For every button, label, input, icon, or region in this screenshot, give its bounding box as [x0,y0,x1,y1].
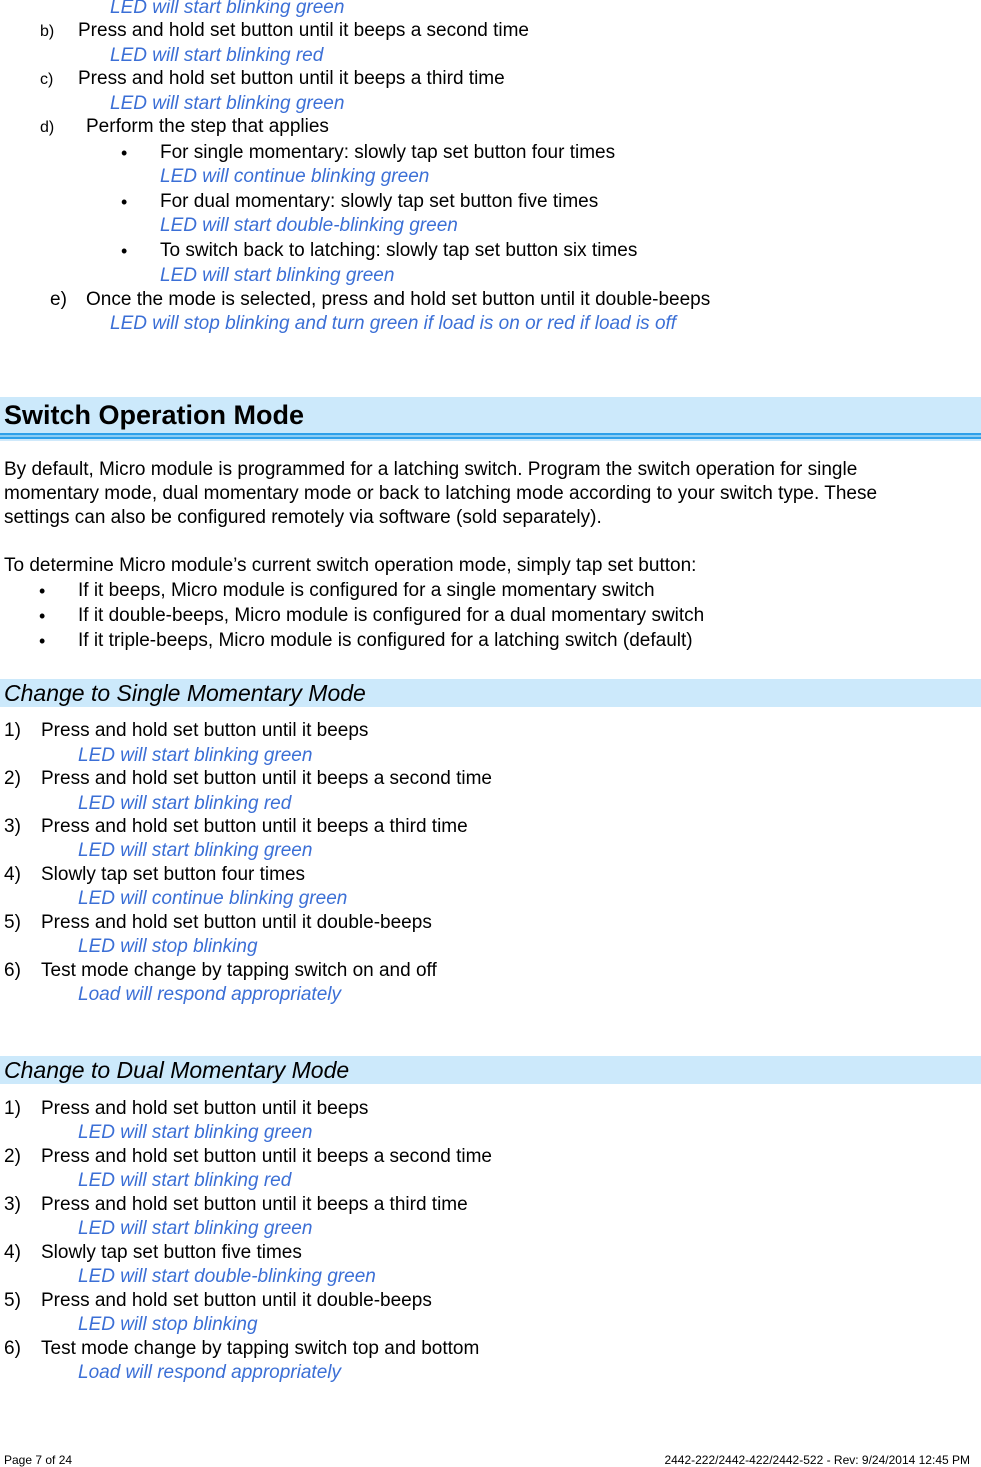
step-text: Slowly tap set button four times [41,864,306,885]
step-text: Press and hold set button until it double-beeps [41,1290,432,1311]
d-bullet-note: LED will continue blinking green [160,166,430,187]
mode-bullet: If it triple-beeps, Micro module is configured for a latching switch (default) [78,630,693,651]
d-bullet-note: LED will start double-blinking green [160,215,458,236]
step-number: 6) [4,1338,21,1359]
step-note: LED will continue blinking green [78,888,348,909]
step-text: Press and hold set button until it double-beeps [41,912,432,933]
step-number: 4) [4,1242,21,1263]
step-c-marker: c) [40,71,54,88]
bullet-icon: • [121,192,128,212]
bullet-icon: • [39,631,46,651]
step-note: LED will start blinking green [78,745,313,766]
bullet-icon: • [121,241,128,261]
step-number: 5) [4,1290,21,1311]
step-e-note: LED will stop blinking and turn green if load is on or red if load is off [110,313,677,334]
intro-line: By default, Micro module is programmed for a latching switch. Program the switch operation for single [4,459,858,480]
step-note: Load will respond appropriately [78,1362,341,1383]
step-e-marker: e) [50,289,67,310]
intro-line: momentary mode, dual momentary mode or back to latching mode according to your switch type. These [4,483,878,504]
intro-line: settings can also be configured remotely via software (sold separately). [4,507,602,528]
step-number: 4) [4,864,21,885]
step-text: Press and hold set button until it beeps a third time [41,1194,468,1215]
d-bullet-text: For single momentary: slowly tap set button four times [160,142,616,163]
step-note: LED will start blinking green [78,1122,313,1143]
step-text: Test mode change by tapping switch on and off [41,960,437,981]
step-b-marker: b) [40,23,55,40]
d-bullet-text: To switch back to latching: slowly tap set button six times [160,240,638,261]
step-c-note: LED will start blinking green [110,93,345,114]
document-revision: 2442-222/2442-422/2442-522 - Rev: 9/24/2014 12:45 PM [664,1453,970,1467]
step-text: Press and hold set button until it beeps a third time [41,816,468,837]
step-note: LED will start blinking green [78,840,313,861]
step-note: LED will start blinking red [78,1170,292,1191]
step-text: Slowly tap set button five times [41,1242,302,1263]
section-title: Switch Operation Mode [4,400,305,430]
step-text: Press and hold set button until it beeps a second time [41,768,492,789]
step-text: Press and hold set button until it beeps [41,720,369,741]
step-d-marker: d) [40,119,55,136]
step-b-text: Press and hold set button until it beeps a second time [78,20,529,41]
bullet-icon: • [39,581,46,601]
step-note: LED will start double-blinking green [78,1266,376,1287]
section-heading-rule [0,433,981,441]
step-d-text: Perform the step that applies [86,116,329,137]
step-number: 5) [4,912,21,933]
step-number: 1) [4,720,21,741]
step-a-note: LED will start blinking green [110,0,345,18]
step-note: LED will stop blinking [78,1314,258,1335]
step-e-text: Once the mode is selected, press and hold set button until it double-beeps [86,289,711,310]
step-number: 3) [4,816,21,837]
step-number: 2) [4,1146,21,1167]
step-text: Test mode change by tapping switch top and bottom [41,1338,480,1359]
mode-bullet: If it beeps, Micro module is configured for a single momentary switch [78,580,655,601]
step-number: 6) [4,960,21,981]
page-number: Page 7 of 24 [4,1453,73,1467]
step-c-text: Press and hold set button until it beeps a third time [78,68,505,89]
step-note: LED will stop blinking [78,936,258,957]
dual-title: Change to Dual Momentary Mode [4,1057,350,1083]
step-note: LED will start blinking red [78,793,292,814]
step-b-note: LED will start blinking red [110,45,324,66]
d-bullet-note: LED will start blinking green [160,265,395,286]
step-number: 3) [4,1194,21,1215]
step-text: Press and hold set button until it beeps [41,1098,369,1119]
step-number: 1) [4,1098,21,1119]
determine-text: To determine Micro module’s current switch operation mode, simply tap set button: [4,555,697,576]
mode-bullet: If it double-beeps, Micro module is configured for a dual momentary switch [78,605,705,626]
bullet-icon: • [121,143,128,163]
d-bullet-text: For dual momentary: slowly tap set button five times [160,191,599,212]
step-number: 2) [4,768,21,789]
bullet-icon: • [39,606,46,626]
step-text: Press and hold set button until it beeps a second time [41,1146,492,1167]
step-note: LED will start blinking green [78,1218,313,1239]
single-title: Change to Single Momentary Mode [4,680,366,706]
step-note: Load will respond appropriately [78,984,341,1005]
